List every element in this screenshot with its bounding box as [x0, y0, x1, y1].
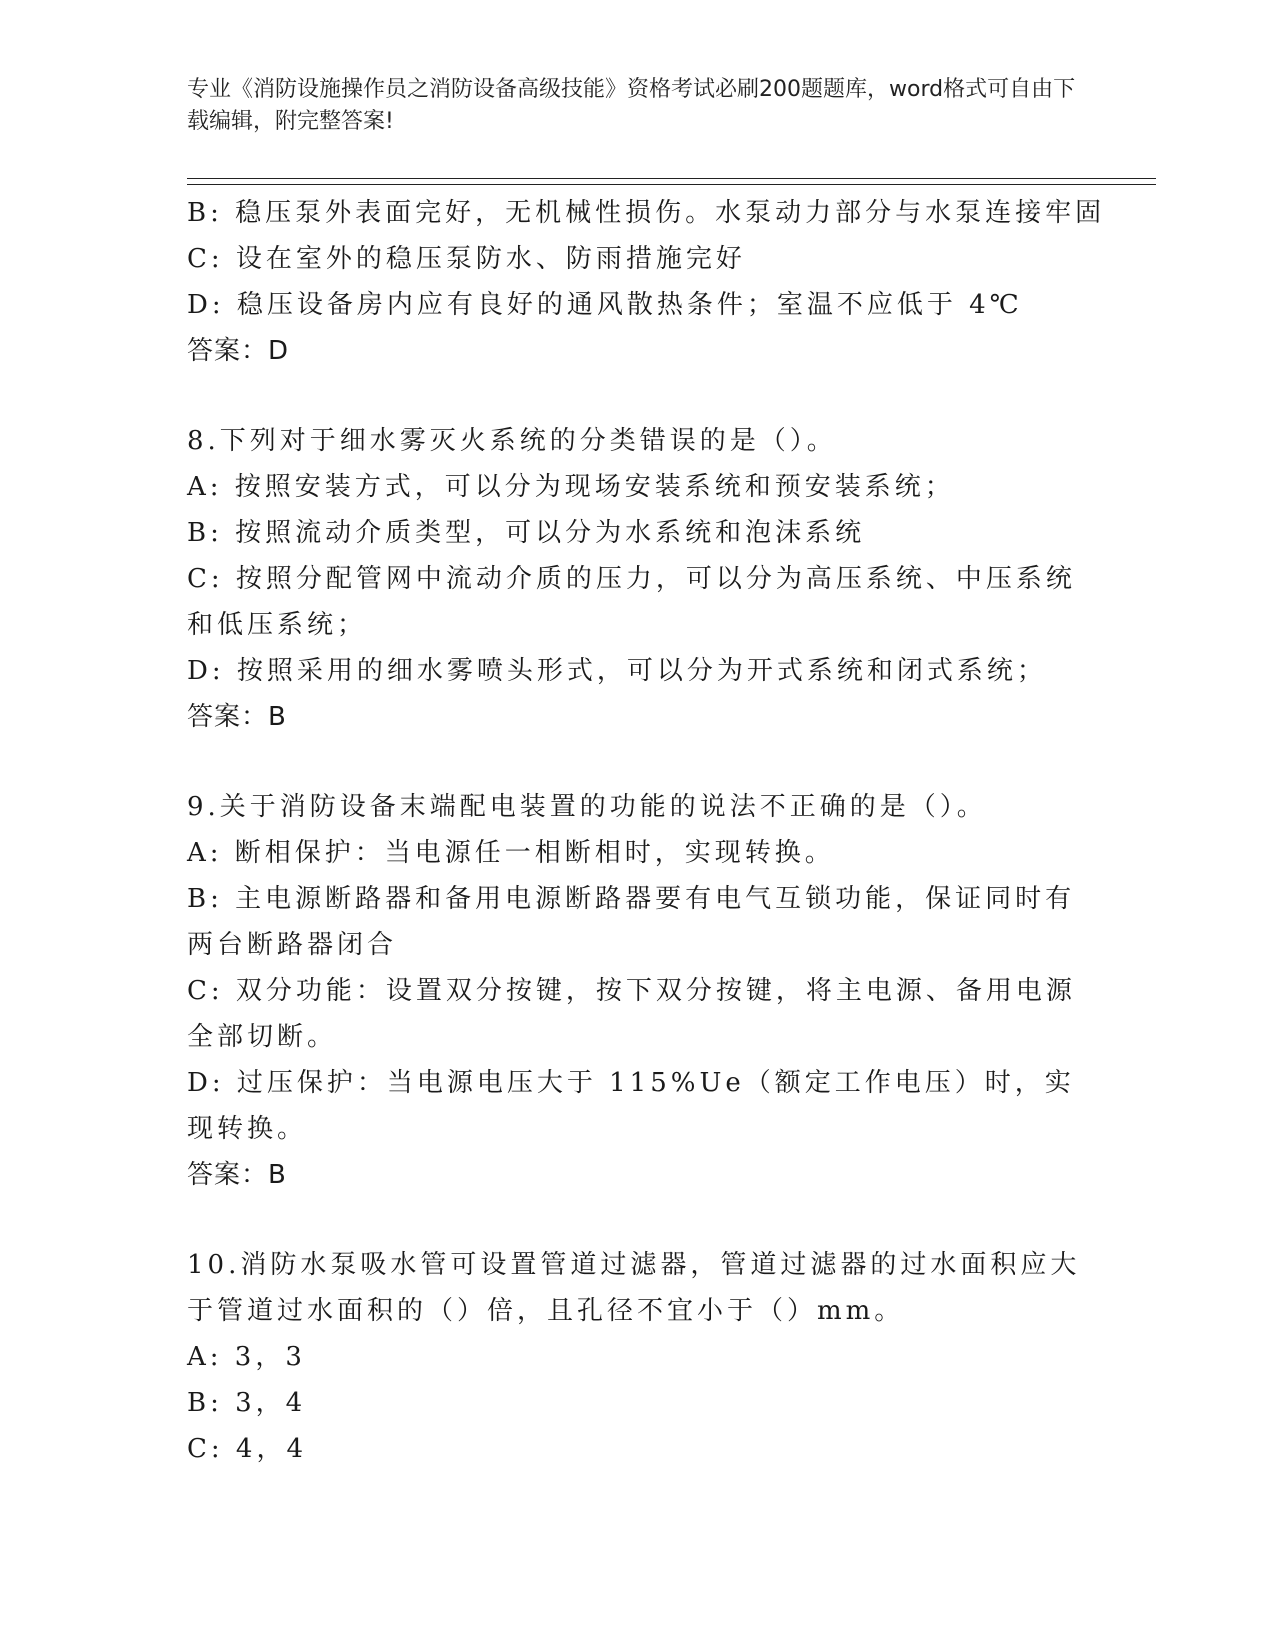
- header-rule-top: [187, 178, 1156, 179]
- option-a: A: 按照安装方式，可以分为现场安装系统和预安装系统；: [187, 472, 955, 502]
- option-a: A: 断相保护：当电源任一相断相时，实现转换。: [187, 838, 835, 868]
- option-a: A: 3，3: [187, 1342, 306, 1372]
- option-c: C: 设在室外的稳压泵防水、防雨措施完好: [187, 244, 746, 274]
- document-header: [187, 74, 1087, 138]
- option-b: B: 稳压泵外表面完好，无机械性损伤。水泵动力部分与水泵连接牢固: [187, 198, 1106, 228]
- document-body: [187, 190, 1106, 1472]
- question-stem: 8.下列对于细水雾灭火系统的分类错误的是（）。: [187, 426, 837, 456]
- option-d: D: 过压保护：当电源电压大于 115%Ue（额定工作电压）时，实现转换。: [187, 1068, 1075, 1144]
- option-b: B: 按照流动介质类型，可以分为水系统和泡沫系统: [187, 518, 866, 548]
- option-b: B: 3，4: [187, 1388, 307, 1418]
- question-10: [187, 1242, 1087, 1472]
- answer: 答案：B: [187, 1160, 287, 1190]
- option-d: D: 稳压设备房内应有良好的通风散热条件；室温不应低于 4℃: [187, 290, 1023, 320]
- option-d: D: 按照采用的细水雾喷头形式，可以分为开式系统和闭式系统；: [187, 656, 1047, 686]
- option-c: C: 按照分配管网中流动介质的压力，可以分为高压系统、中压系统和低压系统；: [187, 564, 1076, 640]
- spacer: [187, 374, 1087, 418]
- answer: 答案：B: [187, 702, 287, 732]
- question-9: [187, 784, 1087, 1198]
- answer: 答案：D: [187, 336, 290, 366]
- option-c: C: 双分功能：设置双分按键，按下双分按键，将主电源、备用电源全部切断。: [187, 976, 1076, 1052]
- header-text: 专业《消防设施操作员之消防设备高级技能》资格考试必刷200题题库，word格式可自由下载编辑，附完整答案!: [187, 77, 1076, 134]
- option-b: B: 主电源断路器和备用电源断路器要有电气互锁功能，保证同时有两台断路器闭合: [187, 884, 1076, 960]
- spacer: [187, 1198, 1087, 1242]
- question-stem: 10.消防水泵吸水管可设置管道过滤器，管道过滤器的过水面积应大于管道过水面积的（）倍，且孔径不宜小于（）mm。: [187, 1250, 1081, 1326]
- question-8: [187, 418, 1087, 740]
- question-7-tail: [187, 190, 1106, 374]
- question-stem: 9.关于消防设备末端配电装置的功能的说法不正确的是（）。: [187, 792, 987, 822]
- spacer: [187, 740, 1087, 784]
- option-c: C: 4，4: [187, 1434, 308, 1464]
- header-rule-bottom: [187, 184, 1156, 185]
